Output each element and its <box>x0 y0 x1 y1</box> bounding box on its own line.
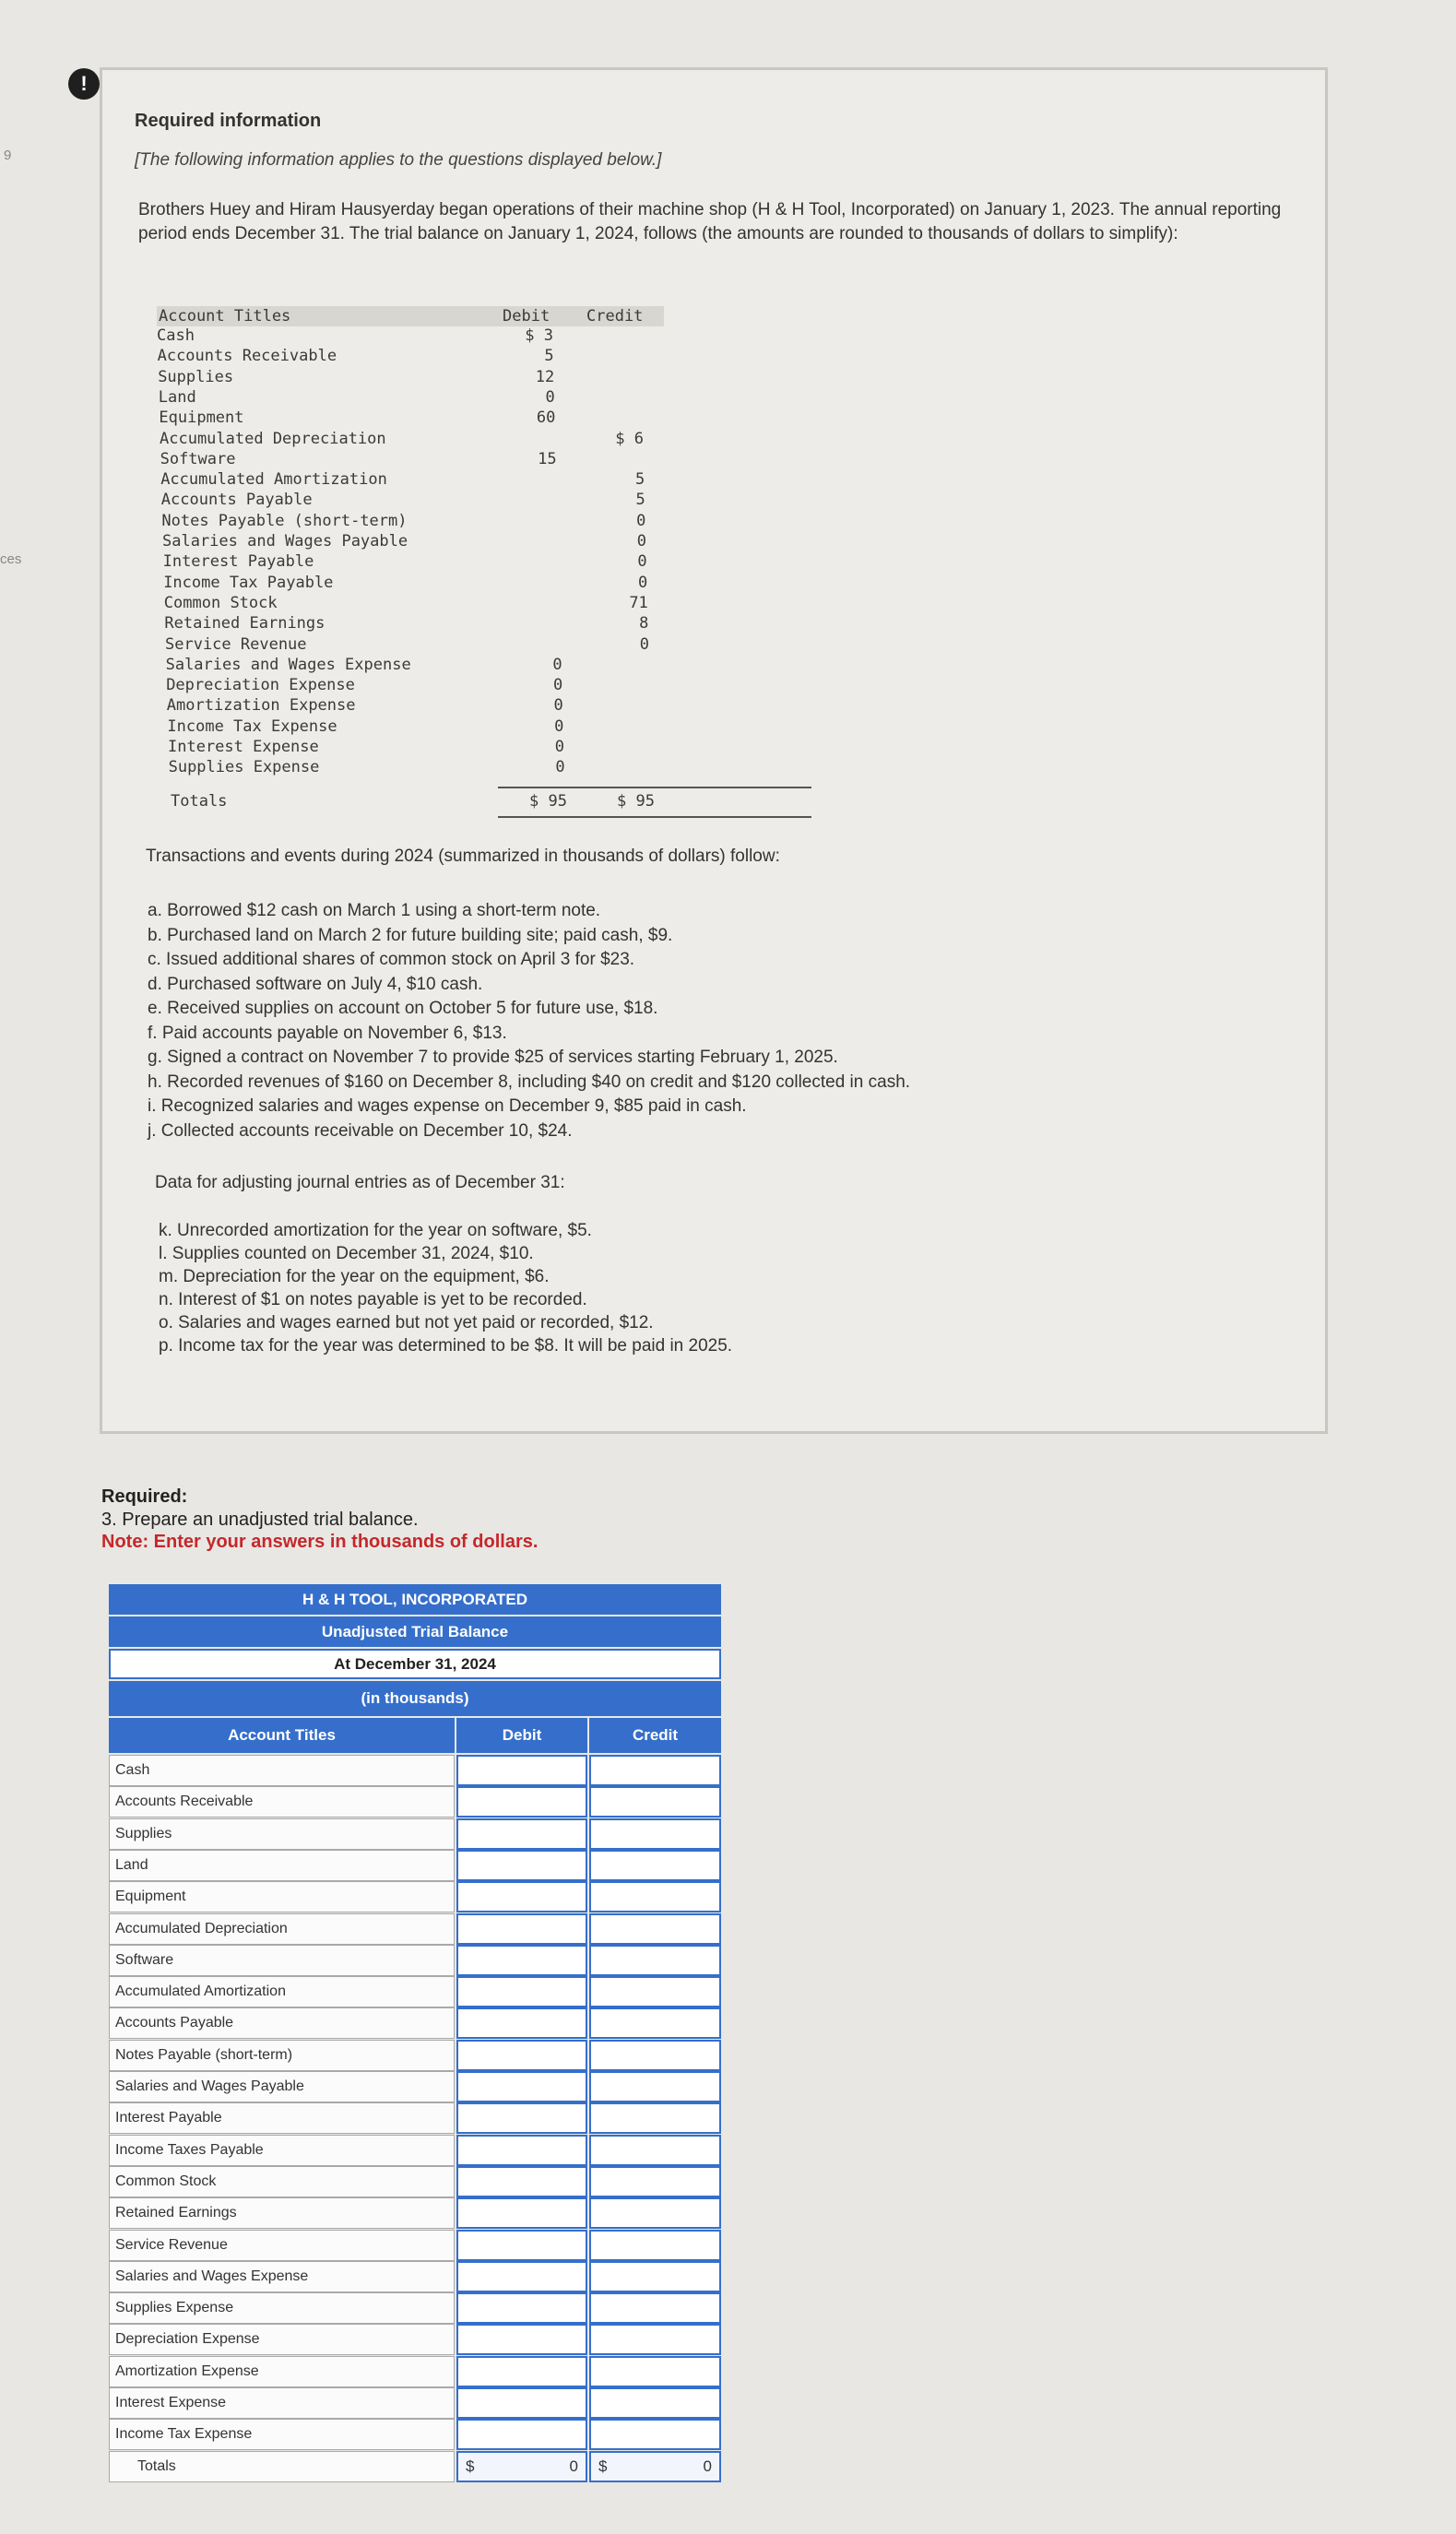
credit-input[interactable] <box>589 2197 721 2229</box>
account-title: Cash <box>157 326 195 345</box>
adjusting-item: m. Depreciation for the year on the equipment, $6. <box>159 1267 550 1286</box>
table-row <box>109 2419 721 2450</box>
required-note: Note: Enter your answers in thousands of dollars. <box>101 1532 539 1552</box>
trial-balance-row <box>159 409 675 429</box>
adjusting-header: Data for adjusting journal entries as of December 31: <box>155 1173 565 1192</box>
table-row <box>109 2102 721 2134</box>
totals-debit: $ 95 <box>529 791 567 811</box>
credit-input[interactable] <box>589 2040 721 2071</box>
account-title: Supplies <box>158 367 234 386</box>
account-title: Income Tax Payable <box>163 573 334 592</box>
debit-value: 15 <box>538 449 557 468</box>
column-debit: Debit <box>456 1718 587 1753</box>
table-row <box>109 2135 721 2166</box>
account-title: Land <box>158 387 196 407</box>
table-row <box>109 1976 721 2007</box>
debit-input[interactable] <box>456 2040 587 2071</box>
credit-input[interactable] <box>589 1976 721 2007</box>
account-title: Accumulated Amortization <box>160 470 387 490</box>
account-title-cell: Common Stock <box>109 2166 455 2197</box>
debit-input[interactable] <box>456 2007 587 2039</box>
debit-input[interactable] <box>456 1976 587 2007</box>
table-row <box>109 1850 721 1881</box>
account-title-cell: Salaries and Wages Expense <box>109 2261 455 2292</box>
adjusting-item: p. Income tax for the year was determined to be $8. It will be paid in 2025. <box>159 1336 733 1356</box>
header-account-titles: Account Titles <box>159 307 291 326</box>
totals-label: Totals <box>171 791 228 811</box>
adjusting-item: o. Salaries and wages earned but not yet paid or recorded, $12. <box>159 1313 654 1332</box>
table-row <box>109 1755 721 1786</box>
table-row <box>109 2071 721 2102</box>
trial-balance-row <box>161 491 678 511</box>
credit-input[interactable] <box>589 2356 721 2387</box>
credit-value: 71 <box>629 593 648 612</box>
credit-value: 5 <box>634 470 645 490</box>
account-title-cell: Equipment <box>109 1881 455 1912</box>
table-row <box>109 2261 721 2292</box>
totals-rule <box>498 787 811 788</box>
debit-input[interactable] <box>456 2419 587 2450</box>
credit-input[interactable] <box>589 2292 721 2324</box>
debit-input[interactable] <box>456 1850 587 1881</box>
credit-value: 0 <box>639 634 649 654</box>
credit-value: 0 <box>637 552 647 572</box>
adjusting-item: k. Unrecorded amortization for the year on software, $5. <box>159 1221 592 1240</box>
account-title: Salaries and Wages Expense <box>165 655 411 674</box>
table-row <box>109 2230 721 2261</box>
table-date: At December 31, 2024 <box>109 1649 721 1679</box>
trial-balance-row <box>164 594 681 614</box>
account-title: Retained Earnings <box>164 614 326 634</box>
table-row <box>109 2324 721 2355</box>
panel-subtitle: [The following information applies to the questions displayed below.] <box>135 150 662 170</box>
totals-credit: $ 95 <box>617 791 655 811</box>
trial-balance-totals-row <box>171 792 687 812</box>
table-row <box>109 1786 721 1818</box>
debit-value: 0 <box>554 738 564 756</box>
credit-input[interactable] <box>589 2387 721 2419</box>
transaction-item: e. Received supplies on account on October 5 for future use, $18. <box>148 999 658 1018</box>
trial-balance-row <box>163 574 680 594</box>
sidebar-fragment-number: 9 <box>4 148 12 163</box>
account-title-cell: Service Revenue <box>109 2230 455 2261</box>
transactions-list <box>148 899 1254 1143</box>
table-row <box>109 2166 721 2197</box>
account-title-cell: Software <box>109 1945 455 1976</box>
trial-balance-row <box>158 347 674 367</box>
debit-value: 12 <box>535 367 555 386</box>
alert-icon: ! <box>68 68 100 100</box>
debit-value: $ 3 <box>525 326 553 345</box>
account-title-cell: Accounts Receivable <box>109 1786 455 1818</box>
debit-total-value: 0 <box>569 2457 578 2475</box>
trial-balance-row <box>160 470 677 491</box>
debit-input[interactable] <box>456 2230 587 2261</box>
account-title-cell: Interest Payable <box>109 2102 455 2134</box>
panel-title: Required information <box>135 111 322 131</box>
transactions-header: Transactions and events during 2024 (summarized in thousands of dollars) follow: <box>146 847 780 866</box>
account-title: Interest Expense <box>168 738 319 756</box>
debit-value: 0 <box>553 696 563 716</box>
adjusting-item: n. Interest of $1 on notes payable is yet to be recorded. <box>159 1290 587 1309</box>
trial-balance-row <box>169 758 685 778</box>
trial-balance-row <box>166 676 682 696</box>
account-title-cell: Notes Payable (short-term) <box>109 2040 455 2071</box>
transaction-item: i. Recognized salaries and wages expense on December 9, $85 paid in cash. <box>148 1096 747 1116</box>
credit-input[interactable] <box>589 1755 721 1786</box>
credit-input[interactable] <box>589 2419 721 2450</box>
debit-input[interactable] <box>456 1786 587 1818</box>
trial-balance-row <box>160 450 677 470</box>
transaction-item: g. Signed a contract on November 7 to provide $25 of services starting February 1, 2025. <box>148 1048 838 1067</box>
debit-value: 0 <box>552 655 562 674</box>
account-title-cell: Retained Earnings <box>109 2197 455 2229</box>
debit-input[interactable] <box>456 2135 587 2166</box>
header-credit: Credit <box>586 307 644 326</box>
account-title-cell: Accounts Payable <box>109 2007 455 2039</box>
debit-input[interactable] <box>456 1945 587 1976</box>
credit-input[interactable] <box>589 2166 721 2197</box>
credit-value: 8 <box>639 614 649 634</box>
debit-value: 60 <box>536 409 556 428</box>
account-title: Accounts Receivable <box>157 347 337 366</box>
debit-input[interactable] <box>456 2356 587 2387</box>
account-title: Interest Payable <box>162 552 314 572</box>
trial-balance-row <box>159 388 675 409</box>
debit-value: 0 <box>552 676 563 695</box>
debit-input[interactable] <box>456 1913 587 1945</box>
required-task: 3. Prepare an unadjusted trial balance. <box>101 1510 419 1530</box>
credit-input[interactable] <box>589 2071 721 2102</box>
credit-value: 0 <box>637 573 648 592</box>
account-title-cell: Income Tax Expense <box>109 2419 455 2450</box>
transaction-item: f. Paid accounts payable on November 6, $13. <box>148 1023 507 1043</box>
debit-input[interactable] <box>456 2292 587 2324</box>
transaction-item: a. Borrowed $12 cash on March 1 using a short-term note. <box>148 901 601 920</box>
debit-input[interactable] <box>456 2197 587 2229</box>
currency-symbol: $ <box>466 2457 475 2475</box>
account-title-cell: Cash <box>109 1755 455 1786</box>
trial-balance-row <box>162 532 679 552</box>
account-title-cell: Amortization Expense <box>109 2356 455 2387</box>
adjusting-list <box>159 1219 1265 1357</box>
table-row <box>109 1913 721 1945</box>
table-row <box>109 2356 721 2387</box>
trial-balance-row <box>163 552 680 573</box>
trial-balance-row <box>167 717 683 738</box>
account-title: Notes Payable (short-term) <box>161 511 408 530</box>
debit-value: 0 <box>554 716 564 736</box>
account-title-cell: Land <box>109 1850 455 1881</box>
account-title-cell: Interest Expense <box>109 2387 455 2419</box>
credit-total <box>589 2451 721 2482</box>
table-row <box>109 2040 721 2071</box>
debit-input[interactable] <box>456 1755 587 1786</box>
debit-total <box>456 2451 587 2482</box>
totals-double-rule <box>498 816 811 818</box>
transaction-item: c. Issued additional shares of common stock on April 3 for $23. <box>148 950 635 969</box>
debit-input[interactable] <box>456 2166 587 2197</box>
transaction-item: b. Purchased land on March 2 for future building site; paid cash, $9. <box>148 925 673 945</box>
table-company-name: H & H TOOL, INCORPORATED <box>109 1584 721 1615</box>
credit-value: 0 <box>636 511 646 530</box>
trial-balance-row <box>164 614 681 634</box>
table-row <box>109 2007 721 2039</box>
account-title: Service Revenue <box>165 634 307 654</box>
debit-value: 0 <box>545 387 555 407</box>
debit-input[interactable] <box>456 2102 587 2134</box>
transaction-item: d. Purchased software on July 4, $10 cash. <box>148 974 483 994</box>
debit-input[interactable] <box>456 1881 587 1912</box>
account-title: Salaries and Wages Payable <box>162 532 408 551</box>
adjusting-item: l. Supplies counted on December 31, 2024, $10. <box>159 1244 534 1263</box>
trial-balance-row <box>160 430 676 450</box>
intro-text: Brothers Huey and Hiram Hausyerday began operations of their machine shop (H & H Tool, Incorporated) on January 1, 2023. The annual reporting period ends December 31. The trial balance on January 1, 2024, follows (the amounts are rounded to thousands of dollars to simplify): <box>138 200 1282 243</box>
account-title: Depreciation Expense <box>166 676 355 695</box>
required-label: Required: <box>101 1486 188 1507</box>
trial-balance-row <box>167 696 683 716</box>
credit-input[interactable] <box>589 2135 721 2166</box>
account-title-cell: Accumulated Depreciation <box>109 1913 455 1945</box>
account-title-cell: Income Taxes Payable <box>109 2135 455 2166</box>
table-row <box>109 2197 721 2229</box>
account-title: Accumulated Depreciation <box>160 429 386 448</box>
table-row <box>109 1818 721 1850</box>
totals-label: Totals <box>109 2451 455 2482</box>
debit-input[interactable] <box>456 2387 587 2419</box>
account-title-cell: Accumulated Amortization <box>109 1976 455 2007</box>
account-title: Supplies Expense <box>168 758 320 777</box>
credit-input[interactable] <box>589 2261 721 2292</box>
credit-input[interactable] <box>589 2230 721 2261</box>
trial-balance-row <box>161 512 678 532</box>
table-row <box>109 2387 721 2419</box>
trial-balance-row <box>158 368 674 388</box>
account-title-cell: Salaries and Wages Payable <box>109 2071 455 2102</box>
table-totals-row <box>109 2451 721 2482</box>
debit-value: 0 <box>555 758 565 777</box>
table-units: (in thousands) <box>109 1681 721 1716</box>
credit-total-value: 0 <box>703 2457 712 2475</box>
account-title-cell: Depreciation Expense <box>109 2324 455 2355</box>
debit-input[interactable] <box>456 2071 587 2102</box>
header-debit: Debit <box>503 307 550 326</box>
table-statement-name: Unadjusted Trial Balance <box>109 1616 721 1647</box>
account-title-cell: Supplies <box>109 1818 455 1850</box>
table-row <box>109 1881 721 1912</box>
debit-value: 5 <box>544 347 554 366</box>
trial-balance-row <box>165 635 681 656</box>
account-title: Accounts Payable <box>160 491 313 510</box>
table-row <box>109 2292 721 2324</box>
account-title: Software <box>160 449 236 468</box>
debit-input[interactable] <box>456 2261 587 2292</box>
account-title: Amortization Expense <box>166 696 356 716</box>
credit-input[interactable] <box>589 1945 721 1976</box>
trial-balance-row <box>168 738 684 758</box>
sidebar-fragment-text: ces <box>0 551 22 567</box>
transaction-item: h. Recorded revenues of $160 on December 8, including $40 on credit and $120 collected in cash. <box>148 1072 911 1092</box>
trial-balance-row <box>157 326 673 347</box>
credit-value: 5 <box>635 491 645 510</box>
credit-input[interactable] <box>589 1913 721 1945</box>
debit-input[interactable] <box>456 1818 587 1850</box>
trial-balance-row <box>166 656 682 676</box>
account-title-cell: Supplies Expense <box>109 2292 455 2324</box>
debit-input[interactable] <box>456 2324 587 2355</box>
credit-value: 0 <box>636 532 646 551</box>
trial-balance-header <box>157 306 664 326</box>
credit-input[interactable] <box>589 1850 721 1881</box>
column-account-titles: Account Titles <box>109 1718 455 1753</box>
credit-input[interactable] <box>589 1786 721 1818</box>
table-row <box>109 1945 721 1976</box>
credit-input[interactable] <box>589 1818 721 1850</box>
account-title: Income Tax Expense <box>167 716 337 736</box>
credit-input[interactable] <box>589 1881 721 1912</box>
credit-input[interactable] <box>589 2324 721 2355</box>
account-title: Common Stock <box>163 593 278 612</box>
currency-symbol: $ <box>598 2457 608 2475</box>
account-title: Equipment <box>159 409 244 428</box>
credit-input[interactable] <box>589 2007 721 2039</box>
transaction-item: j. Collected accounts receivable on December 10, $24. <box>148 1120 573 1141</box>
credit-input[interactable] <box>589 2102 721 2134</box>
column-credit: Credit <box>589 1718 721 1753</box>
credit-value: $ 6 <box>615 429 644 448</box>
